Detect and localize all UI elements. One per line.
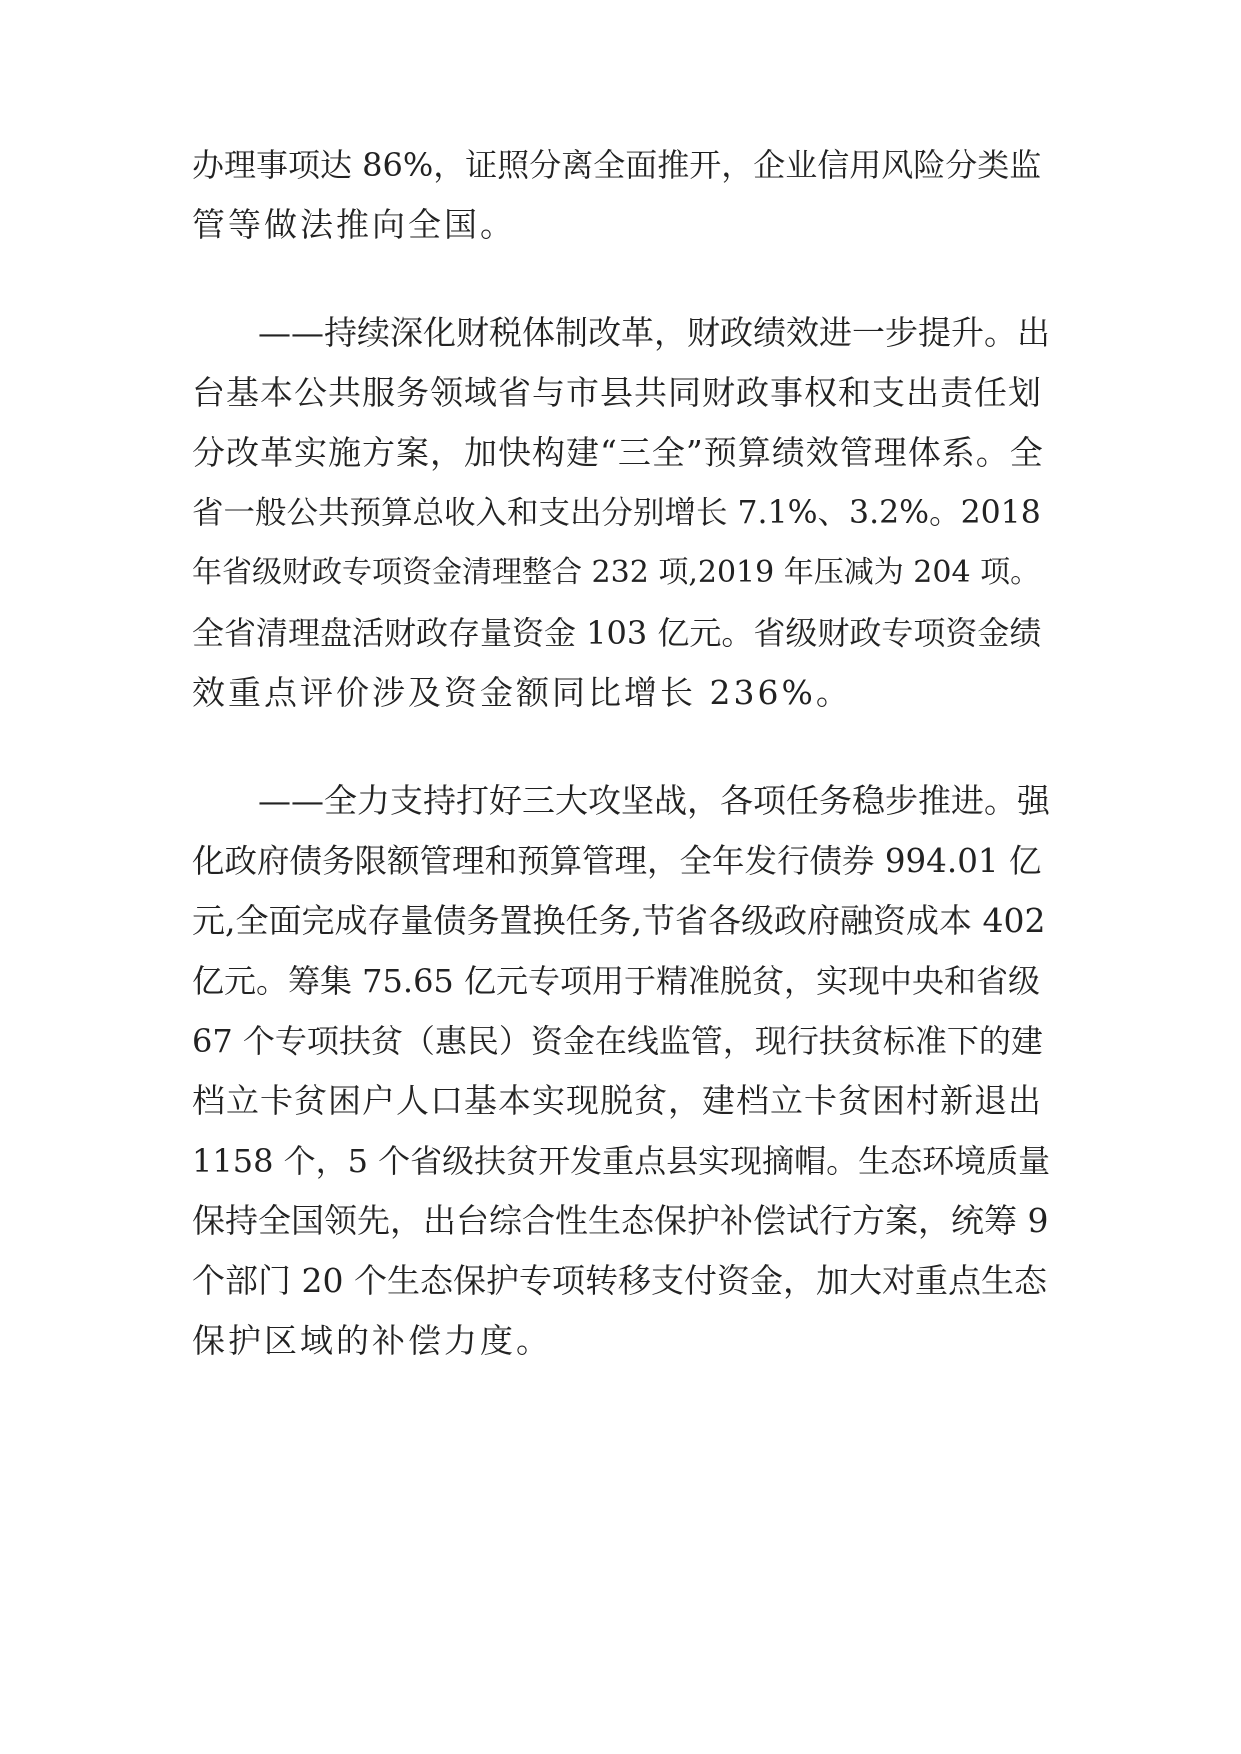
paragraph-2-line-6: 全省清理盘活财政存量资金 103 亿元。省级财政专项资金绩	[192, 614, 1042, 652]
paragraph-3-line-2: 化政府债务限额管理和预算管理，全年发行债券 994.01 亿	[192, 842, 1042, 880]
paragraph-3-line-4: 亿元。筹集 75.65 亿元专项用于精准脱贫，实现中央和省级	[192, 962, 1040, 1000]
paragraph-2-line-2: 台基本公共服务领域省与市县共同财政事权和支出责任划	[192, 373, 1042, 412]
paragraph-2-line-3: 分改革实施方案，加快构建“三全”预算绩效管理体系。全	[192, 433, 1044, 472]
paragraph-3-line-3: 元,全面完成存量债务置换任务,节省各级政府融资成本 402	[192, 901, 1046, 940]
paragraph-3-line-10: 保护区域的补偿力度。	[192, 1321, 552, 1360]
paragraph-1-line-2: 管等做法推向全国。	[192, 205, 516, 244]
paragraph-3-line-9: 个部门 20 个生态保护专项转移支付资金，加大对重点生态	[192, 1261, 1047, 1300]
paragraph-2-line-1: ——持续深化财税体制改革，财政绩效进一步提升。出	[258, 313, 1050, 352]
paragraph-3-line-5: 67 个专项扶贫（惠民）资金在线监管，现行扶贫标准下的建	[192, 1022, 1043, 1060]
paragraph-3-line-7: 1158 个，5 个省级扶贫开发重点县实现摘帽。生态环境质量	[192, 1142, 1051, 1180]
paragraph-3-line-1: ——全力支持打好三大攻坚战，各项任务稳步推进。强	[258, 781, 1050, 820]
paragraph-2-line-4: 省一般公共预算总收入和支出分别增长 7.1%、3.2%。2018	[192, 495, 1041, 531]
paragraph-1-line-1: 办理事项达 86%，证照分离全面推开，企业信用风险分类监	[192, 146, 1042, 184]
paragraph-2-line-5: 年省级财政专项资金清理整合 232 项,2019 年压减为 204 项。	[192, 555, 1041, 590]
paragraph-3-line-8: 保持全国领先，出台综合性生态保护补偿试行方案，统筹 9	[192, 1201, 1049, 1240]
paragraph-2-line-7: 效重点评价涉及资金额同比增长 236%。	[192, 673, 852, 712]
paragraph-3-line-6: 档立卡贫困户人口基本实现脱贫，建档立卡贫困村新退出	[192, 1081, 1042, 1120]
